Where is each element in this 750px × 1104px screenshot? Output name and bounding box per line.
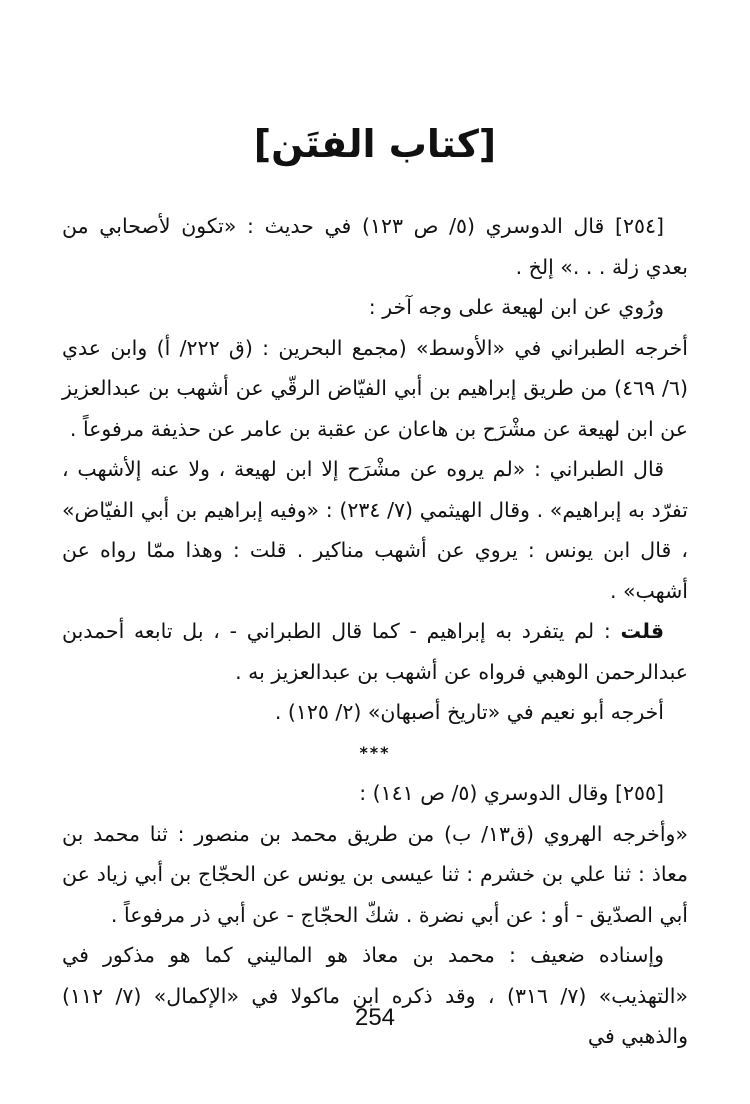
paragraph-254: [٢٥٤] قال الدوسري (٥/ ص ١٢٣) في حديث : «تكون لأصحابي من بعدي زلة . . .» إلخ . [62,214,688,279]
paragraph-abu-nuaym: أخرجه أبو نعيم في «تاريخ أصبهان» (٢/ ١٢٥) . [274,700,664,724]
qult-text: : لم يتفرد به إبراهيم - كما قال الطبراني - ، بل تابعه أحمدبن عبدالرحمن الوهبي فرواه عن أشهب بن عبدالعزيز به . [62,619,688,684]
paragraph-tabarani-quote: قال الطبراني : «لم يروه عن مشْرَح إلا ابن لهيعة ، ولا عنه إلأشهب ، تفرّد به إبراهيم» . وقال الهيثمي (٧/ ٢٣٤) : «وفيه إبراهيم بن أبي الفيّاض» ، قال ابن يونس : يروي عن أشهب مناكير . قلت : وهذا ممّا رواه عن أشهب» . [62,457,688,603]
paragraph-isnad: وإسناده ضعيف : محمد بن معاذ هو الماليني كما هو مذكور في «التهذيب» (٧/ ٣١٦) ، وقد ذكره ابن ماكولا في «الإكمال» (٧/ ١١٢) والذهبي في [62,943,688,1048]
paragraph-narrated: ورُوي عن ابن لهيعة على وجه آخر : [368,295,664,319]
paragraph-qult [62,611,688,692]
paragraph-tabarani-source: أخرجه الطبراني في «الأوسط» (مجمع البحرين : (ق ٢٢٢/ أ) وابن عدي (٦/ ٤٦٩) من طريق إبراهيم بن أبي الفيّاض الرقّي عن أشهب بن عبدالعزيز عن ابن لهيعة عن مشْرَح بن هاعان عن عقبة بن عامر عن حذيفة مرفوعاً . [62,335,689,441]
paragraph-255: [٢٥٥] وقال الدوسري (٥/ ص ١٤١) : [359,781,664,805]
section-separator: *** [359,742,391,762]
body-text [62,206,688,1057]
chapter-title: [كتاب الفتَن] [253,122,497,166]
page-number: 254 [354,1004,396,1031]
paragraph-harawi: «وأخرجه الهروي (ق١٣/ ب) من طريق محمد بن منصور : ثنا محمد بن معاذ : ثنا علي بن خشرم : ثنا عيسى بن يونس عن الحجّاج بن أبي زياد عن أبي الصدّيق - أو : عن أبي نضرة . شكّ الحجّاج - عن أبي ذر مرفوعاً . [62,821,688,927]
qult-label: قلت [620,619,664,643]
